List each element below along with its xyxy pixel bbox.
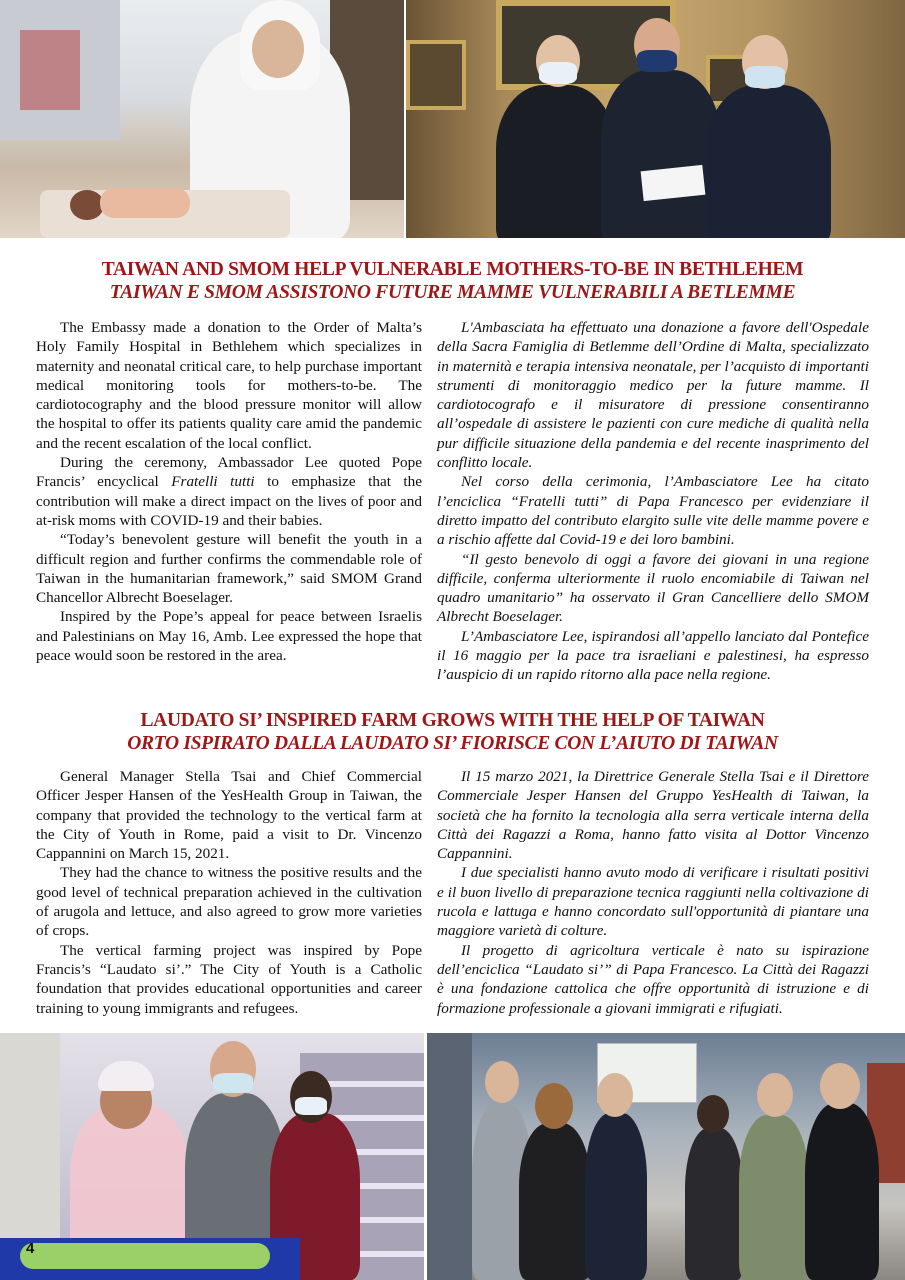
article-1-it-paragraph-4: L’Ambasciatore Lee, ispirandosi all’appello lanciato dal Pontefice il 16 maggio per la pace tra israeliani e palestinesi, ha espresso l’auspicio di un rapido ritorno alla pace nella regione. [437,627,869,684]
article-2-italian-column [437,767,869,1018]
article-1-headline [0,258,905,304]
article-2-en-paragraph-3: The vertical farming project was inspired by Pope Francis’s “Laudato si’.” The City of Youth is a Catholic foundation that provides educational opportunities and career training to young immigrants and refugees. [36,941,422,1017]
page-number: 4 [26,1240,35,1257]
photo-nurse-newborn [0,0,404,238]
article-1-title-en: TAIWAN AND SMOM HELP VULNERABLE MOTHERS-TO-BE IN BETHLEHEM [101,259,804,280]
article-1-en-paragraph-1: The Embassy made a donation to the Order of Malta’s Holy Family Hospital in Bethlehem which specializes in maternity and neonatal critical care, to help purchase important medical monitoring tools for mothers-to-be. The cardiotocography and the blood pressure monitor will allow the hospital to offer its patients quality care amid the pandemic and the recent escalation of the local conflict. [36,319,422,452]
article-2-headline [0,709,905,755]
photo-vertical-farm [0,1033,424,1280]
article-1-title-it: TAIWAN E SMOM ASSISTONO FUTURE MAMME VULNERABILI A BETLEMME [109,282,796,303]
article-2-en-paragraph-2: They had the chance to witness the positive results and the good level of technical preparation achieved in the cultivation of arugola and lettuce, and also agreed to grow more varieties of crops. [36,864,422,940]
photo-group-outdoors [427,1033,905,1280]
article-1-en-paragraph-2 [36,453,422,530]
article-1-it-paragraph-1: L'Ambasciata ha effettuato una donazione a favore dell'Ospedale della Sacra Famiglia di Betlemme dell’Ordine di Malta, specializzato in maternità e terapia intensiva neonatale, per l’acquisto di importanti strumenti di monitoraggio medico per la future mamme. Il cardiotocografo e il misuratore di pressione consentiranno all’ospedale di assistere le pazienti con cure mediche di qualità nella pur difficile situazione della pandemia e del recente inasprimento del conflitto locale. [437,319,869,472]
encyclical-title: Fratelli tutti [171,473,255,491]
article-1-en-paragraph-4: Inspired by the Pope’s appeal for peace between Israelis and Palestinians on May 16, Amb. Lee expressed the hope that peace would soon be restored in the area. [36,608,422,665]
article-2-it-paragraph-2: I due specialisti hanno avuto modo di verificare i risultati positivi e il buon livello di preparazione tecnica raggiunti nella coltivazione di rucola e lattuga e hanno concordato sull'opportunità di piantare una maggiore varietà di colture. [437,864,869,940]
article-2-it-paragraph-3: Il progetto di agricoltura verticale è nato su ispirazione dell’enciclica “Laudato si’” di Papa Francesco. La Città dei Ragazzi è una fondazione cattolica che offre opportunità di istruzione e di formazione professionale a giovani immigrati e rifugiati. [437,941,869,1017]
photo-ceremony-handshake [406,0,905,238]
article-1-it-paragraph-3: “Il gesto benevolo di oggi a favore dei giovani in una regione difficile, conferma ulteriormente il ruolo encomiabile di Taiwan nel quadro umanitario” ha osservato il Gran Cancelliere dello SMOM Albrecht Boeselager. [437,550,869,626]
article-2-en-paragraph-1: General Manager Stella Tsai and Chief Commercial Officer Jesper Hansen of the YesHealth Group in Taiwan, the company that provided the technology to the vertical farm at the City of Youth in Rome, paid a visit to Dr. Vincenzo Cappannini on March 15, 2021. [36,768,422,863]
text: During the ceremony, Ambassador Lee quoted Pope Francis’ encyclical [36,454,422,491]
article-2-title-en: LAUDATO SI’ INSPIRED FARM GROWS WITH THE HELP OF TAIWAN [140,710,765,731]
article-2-english-column [36,767,422,1018]
text: to emphasize that the contribution will make a direct impact on the lives of poor and at-risk moms with COVID-19 and their babies. [36,473,422,529]
article-1-en-paragraph-3: “Today’s benevolent gesture will benefit the youth in a difficult region and further confirms the commendable role of Taiwan in the humanitarian framework,” said SMOM Grand Chancellor Albrecht Boeselager. [36,531,422,607]
article-1-italian-column [437,318,869,685]
article-2-title-it: ORTO ISPIRATO DALLA LAUDATO SI’ FIORISCE CON L’AIUTO DI TAIWAN [127,733,778,754]
article-2-it-paragraph-1: Il 15 marzo 2021, la Direttrice Generale Stella Tsai e il Direttore Commerciale Jesper Hansen del Gruppo YesHealth di Taiwan, la società che ha fornito la tecnologia alla serra verticale interna della Città dei Ragazzi a Roma, hanno fatto visita al Dottor Vincenzo Cappannini. [437,768,869,863]
article-1-it-paragraph-2: Nel corso della cerimonia, l’Ambasciatore Lee ha citato l’enciclica “Fratelli tutti” di Papa Francesco per evidenziare il diretto impatto del contributo elargito sulle vite delle mamme povere e a rischio affette dal Covid-19 e dei loro bambini. [437,473,869,549]
article-1-english-column [36,318,422,665]
